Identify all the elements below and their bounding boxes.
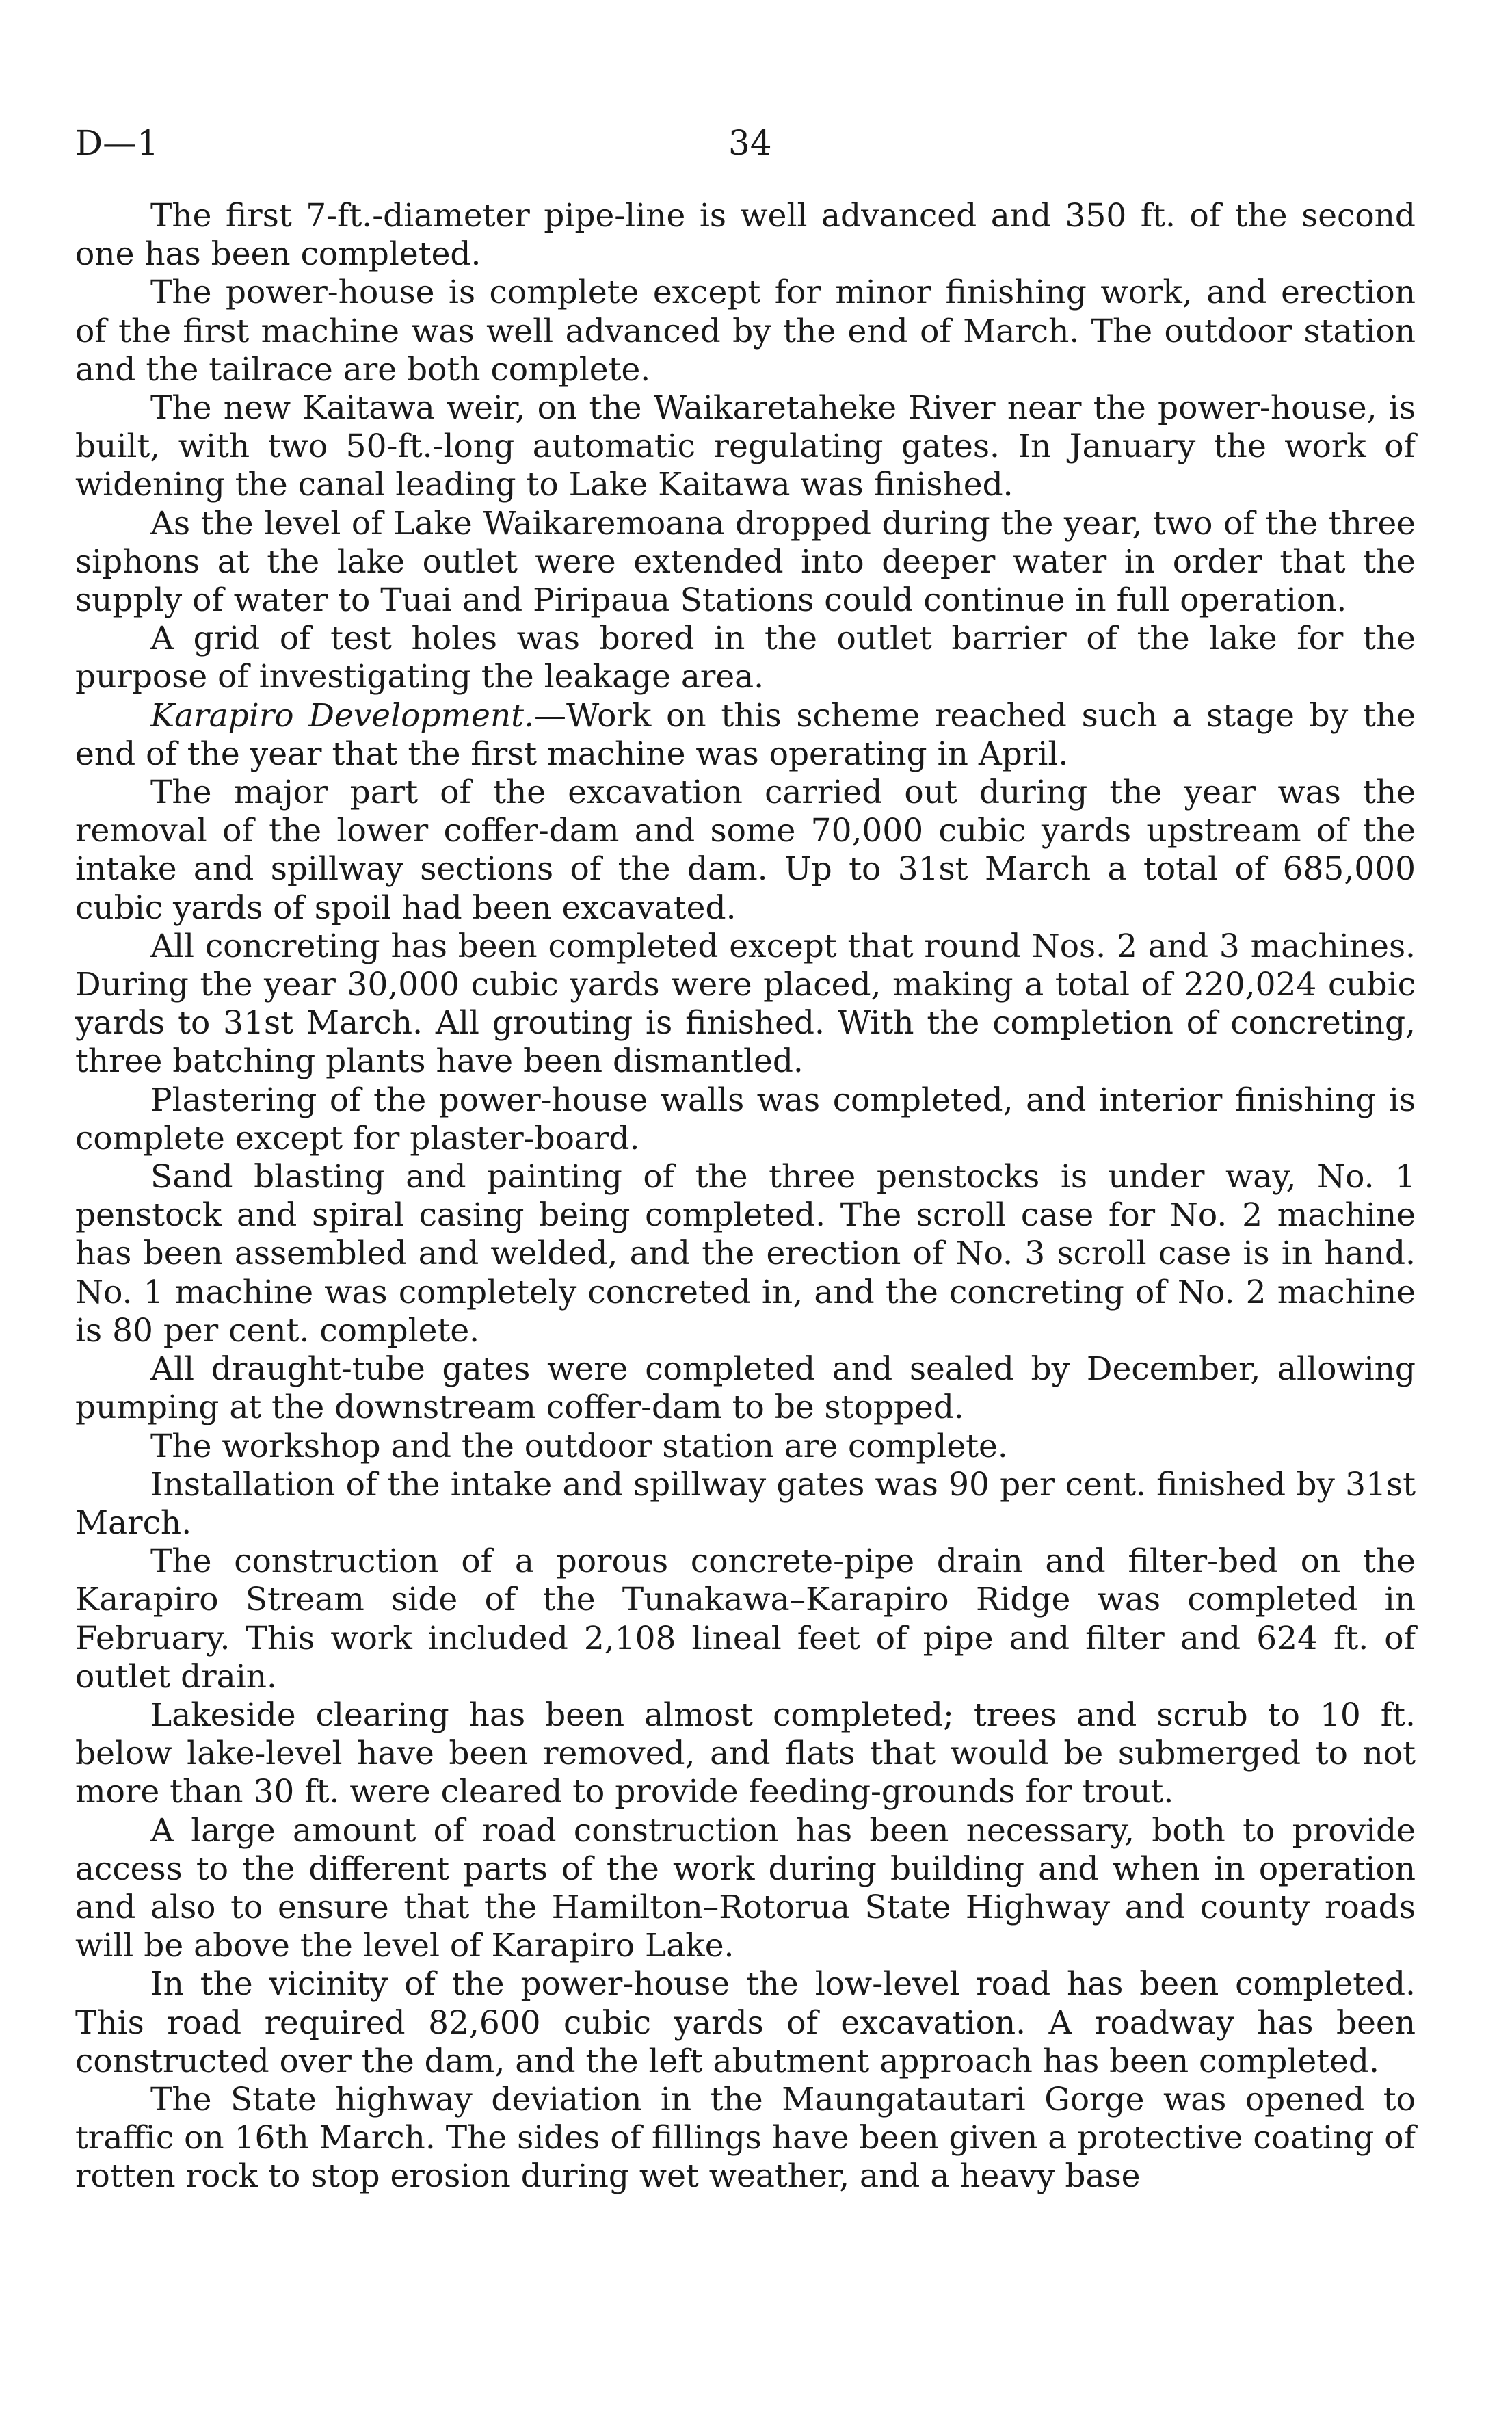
paragraph: Lakeside clearing has been almost completed; trees and scrub to 10 ft. below lake-level have been removed, and flats that would be submerged to not more than 30 ft. were cleared to provide feeding-grounds for trout. xyxy=(75,1696,1416,1811)
page-header xyxy=(75,123,1416,178)
paragraph: In the vicinity of the power-house the low-level road has been completed. This road required 82,600 cubic yards of excavation. A roadway has been constructed over the dam, and the left abutment approach has been completed. xyxy=(75,1965,1416,2080)
section-heading: Karapiro Development. xyxy=(150,696,534,735)
paragraph: A large amount of road construction has been necessary, both to provide access to the different parts of the work during building and when in operation and also to ensure that the Hamilton–Rotorua State Highway and county roads will be above the level of Karapiro Lake. xyxy=(75,1811,1416,1965)
paragraph: The major part of the excavation carried out during the year was the removal of the lower coffer-dam and some 70,000 cubic yards upstream of the intake and spillway sections of the dam. Up to 31st March a total of 685,000 cubic yards of spoil had been excavated. xyxy=(75,774,1416,927)
paragraph: Karapiro Development.—Work on this scheme reached such a stage by the end of the year that the first machine was operating in April. xyxy=(75,696,1416,773)
paragraph: All draught-tube gates were completed and sealed by December, allowing pumping at the downstream coffer-dam to be stopped. xyxy=(75,1350,1416,1427)
paragraph: The power-house is complete except for minor finishing work, and erection of the first machine was well advanced by the end of March. The outdoor station and the tailrace are both complete. xyxy=(75,274,1416,389)
paragraph: The new Kaitawa weir, on the Waikaretaheke River near the power-house, is built, with two 50-ft.-long automatic regulating gates. In January the work of widening the canal leading to Lake Kaitawa was finished. xyxy=(75,389,1416,504)
paragraph: All concreting has been completed except that round Nos. 2 and 3 machines. During the year 30,000 cubic yards were placed, making a total of 220,024 cubic yards to 31st March. All grouting is finished. With the completion of concreting, three batching plants have been dismantled. xyxy=(75,927,1416,1081)
paragraph: The State highway deviation in the Maungatautari Gorge was opened to traffic on 16th March. The sides of fillings have been given a protective coating of rotten rock to stop erosion during wet weather, and a heavy base xyxy=(75,2080,1416,2196)
paragraph: Plastering of the power-house walls was completed, and interior finishing is complete except for plaster-board. xyxy=(75,1081,1416,1157)
document-reference: D—1 xyxy=(75,123,159,163)
paragraph: As the level of Lake Waikaremoana dropped during the year, two of the three siphons at the lake outlet were extended into deeper water in order that the supply of water to Tuai and Piripaua Stations could continue in full operation. xyxy=(75,504,1416,620)
body-text xyxy=(75,197,1416,2196)
paragraph: The construction of a porous concrete-pipe drain and filter-bed on the Karapiro Stream side of the Tunakawa–Karapiro Ridge was completed in February. This work included 2,108 lineal feet of pipe and filter and 624 ft. of outlet drain. xyxy=(75,1542,1416,1696)
paragraph: Installation of the intake and spillway gates was 90 per cent. finished by 31st March. xyxy=(75,1465,1416,1542)
paragraph: The workshop and the outdoor station are complete. xyxy=(150,1427,1008,1465)
page-number: 34 xyxy=(728,123,772,163)
paragraph: A grid of test holes was bored in the outlet barrier of the lake for the purpose of investigating the leakage area. xyxy=(75,620,1416,696)
document-page xyxy=(75,123,1416,2196)
paragraph: Sand blasting and painting of the three penstocks is under way, No. 1 penstock and spiral casing being completed. The scroll case for No. 2 machine has been assembled and welded, and the erection of No. 3 scroll case is in hand. No. 1 machine was completely concreted in, and the concreting of No. 2 machine is 80 per cent. complete. xyxy=(75,1158,1416,1350)
paragraph: The first 7-ft.-diameter pipe-line is well advanced and 350 ft. of the second one has been completed. xyxy=(75,197,1416,274)
